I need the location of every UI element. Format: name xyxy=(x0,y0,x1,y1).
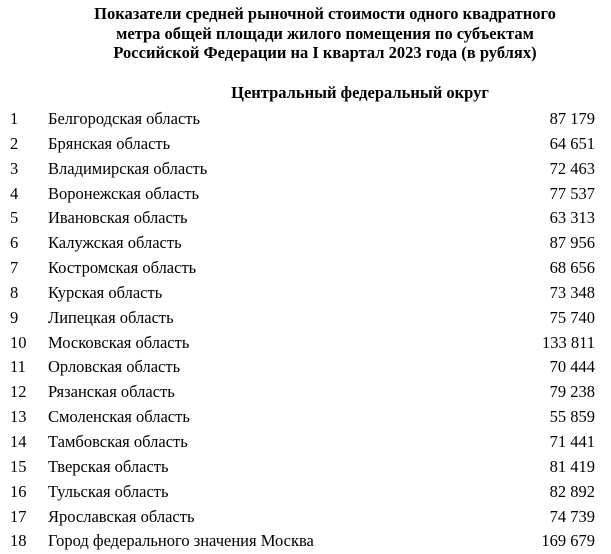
region-name: Белгородская область xyxy=(48,109,201,128)
region-table xyxy=(0,107,611,554)
price-value: 87 956 xyxy=(549,233,595,253)
price-value: 55 859 xyxy=(549,407,595,427)
row-number: 10 xyxy=(10,332,27,352)
region-name: Владимирская область xyxy=(48,158,208,178)
region-name: Тверская область xyxy=(48,456,169,476)
row-number: 16 xyxy=(10,481,27,501)
price-value: 68 656 xyxy=(549,258,595,278)
row-number: 5 xyxy=(10,208,19,228)
table-row xyxy=(0,455,611,480)
price-value: 70 444 xyxy=(549,357,595,377)
table-row xyxy=(0,529,611,554)
title-line-3: Российской Федерации на I квартал 2023 года (в рублях) xyxy=(113,43,537,62)
price-value: 169 679 xyxy=(541,531,595,551)
table-row xyxy=(0,405,611,430)
row-number: 14 xyxy=(10,431,27,451)
row-number: 13 xyxy=(10,407,27,427)
row-number: 6 xyxy=(10,233,19,253)
table-row xyxy=(0,157,611,182)
table-row xyxy=(0,480,611,505)
row-number: 3 xyxy=(10,158,19,178)
table-row xyxy=(0,380,611,405)
region-name: Ярославская область xyxy=(48,506,195,526)
row-number: 8 xyxy=(10,282,19,302)
table-row xyxy=(0,505,611,530)
region-name: Тамбовская область xyxy=(48,431,188,451)
region-name: Рязанская область xyxy=(48,382,175,402)
region-name: Московская область xyxy=(48,332,190,352)
region-name: Ивановская область xyxy=(48,208,188,228)
table-row xyxy=(0,182,611,207)
row-number: 15 xyxy=(10,456,27,476)
price-value: 77 537 xyxy=(549,183,595,203)
title-line-2: метра общей площади жилого помещения по субъектам xyxy=(116,23,534,43)
price-value: 74 739 xyxy=(549,506,595,526)
table-row xyxy=(0,206,611,231)
region-name: Орловская область xyxy=(48,357,181,377)
district-heading: Центральный федеральный округ xyxy=(231,83,489,102)
document-title xyxy=(40,4,610,63)
table-row xyxy=(0,306,611,331)
table-row xyxy=(0,430,611,455)
price-value: 81 419 xyxy=(549,456,595,476)
region-name: Курская область xyxy=(48,282,163,302)
title-line-1: Показатели средней рыночной стоимости одного квадратного xyxy=(94,4,556,23)
row-number: 11 xyxy=(10,357,26,377)
region-name: Город федерального значения Москва xyxy=(48,531,314,551)
table-row xyxy=(0,281,611,306)
row-number: 17 xyxy=(10,506,27,526)
price-value: 87 179 xyxy=(549,109,595,128)
row-number: 2 xyxy=(10,133,19,153)
table-row xyxy=(0,107,611,132)
table-row xyxy=(0,231,611,256)
price-value: 79 238 xyxy=(549,382,595,402)
region-name: Воронежская область xyxy=(48,183,199,203)
region-name: Тульская область xyxy=(48,481,169,501)
row-number: 18 xyxy=(10,531,27,551)
price-value: 64 651 xyxy=(549,133,595,153)
price-value: 72 463 xyxy=(549,158,595,178)
price-value: 71 441 xyxy=(549,431,595,451)
table-row xyxy=(0,256,611,281)
row-number: 7 xyxy=(10,258,19,278)
region-name: Костромская область xyxy=(48,258,197,278)
row-number: 12 xyxy=(10,382,27,402)
row-number: 9 xyxy=(10,307,19,327)
row-number: 1 xyxy=(10,109,19,128)
region-name: Липецкая область xyxy=(48,307,174,327)
price-value: 63 313 xyxy=(549,208,595,228)
price-value: 82 892 xyxy=(549,481,595,501)
region-name: Смоленская область xyxy=(48,407,190,427)
table-row xyxy=(0,132,611,157)
table-row xyxy=(0,331,611,356)
row-number: 4 xyxy=(10,183,19,203)
price-value: 75 740 xyxy=(549,307,595,327)
table-row xyxy=(0,355,611,380)
price-value: 133 811 xyxy=(541,332,595,352)
region-name: Калужская область xyxy=(48,233,182,253)
region-name: Брянская область xyxy=(48,133,171,153)
price-value: 73 348 xyxy=(549,282,595,302)
